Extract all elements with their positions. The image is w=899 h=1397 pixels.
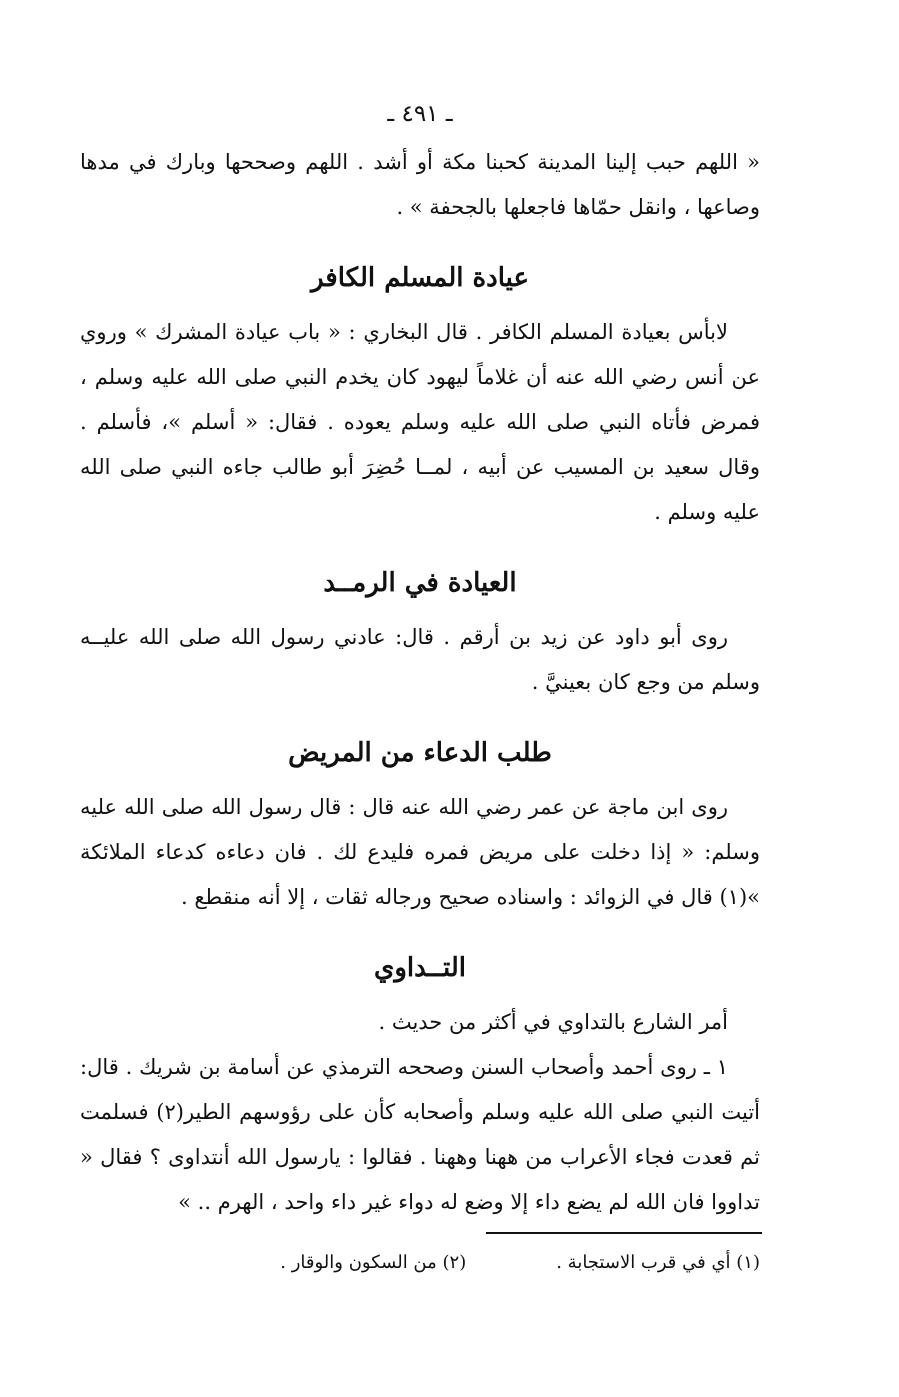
book-page: [80, 96, 760, 1225]
paragraph-treatment-hadith-1: ١ ـ روى أحمد وأصحاب السنن وصححه الترمذي عن أسامة بن شريك . قال: أتيت النبي صلى الله عليه وسلم وأصحابه كأن على رؤوسهم الطير(٢) فسلمت ثم قعدت فجاء الأعراب من ههنا وههنا . فقالوا : يارسول الله أنتداوى ؟ فقال « تداووا فان الله لم يضع داء إلا وضع له دواء غير داء واحد ، الهرم .. »: [80, 1055, 760, 1214]
footnotes: [200, 1248, 760, 1278]
paragraph-visiting-non-muslim: لابأس بعيادة المسلم الكافر . قال البخاري : « باب عيادة المشرك » وروي عن أنس رضي الله عنه أن غلاماً ليهود كان يخدم النبي صلى الله عليه وسلم ، فمرض فأتاه النبي صلى الله عليه وسلم يعوده . فقال: « أسلم »، فأسلم . وقال سعيد بن المسيب عن أبيه ، لمــا حُضِرَ أبو طالب جاءه النبي صلى الله عليه وسلم .: [80, 320, 760, 524]
paragraph-treatment-intro: أمر الشارع بالتداوي في أكثر من حديث .: [378, 1010, 728, 1034]
heading-request-prayer: طلب الدعاء من المريض: [288, 738, 552, 768]
heading-visiting-non-muslim: عيادة المسلم الكافر: [310, 263, 530, 293]
paragraph-visiting-eye-illness: روى أبو داود عن زيد بن أرقم . قال: عادني رسول الله صلى الله عليــه وسلم من وجع كان بعينيَّ .: [80, 625, 760, 694]
footnote-2: (٢) من السكون والوقار .: [280, 1252, 467, 1273]
heading-visiting-eye-illness: العيادة في الرمــد: [323, 568, 517, 598]
footnote-divider: [486, 1232, 762, 1234]
page-number: ـ ٤٩١ ـ: [387, 101, 453, 127]
footnote-1: (١) أي في قرب الاستجابة .: [556, 1252, 760, 1273]
paragraph-hadith-medina: « اللهم حبب إلينا المدينة كحبنا مكة أو أشد . اللهم وصححها وبارك في مدها وصاعها ، وانقل حمّاها فاجعلها بالجحفة » .: [80, 150, 760, 219]
heading-medical-treatment: التــداوي: [373, 953, 466, 983]
paragraph-request-prayer: روى ابن ماجة عن عمر رضي الله عنه قال : قال رسول الله صلى الله عليه وسلم: « إذا دخلت على مريض فمره فليدع لك . فان دعاءه كدعاء الملائكة »(١) قال في الزوائد : واسناده صحيح ورجاله ثقات ، إلا أنه منقطع .: [80, 795, 760, 909]
